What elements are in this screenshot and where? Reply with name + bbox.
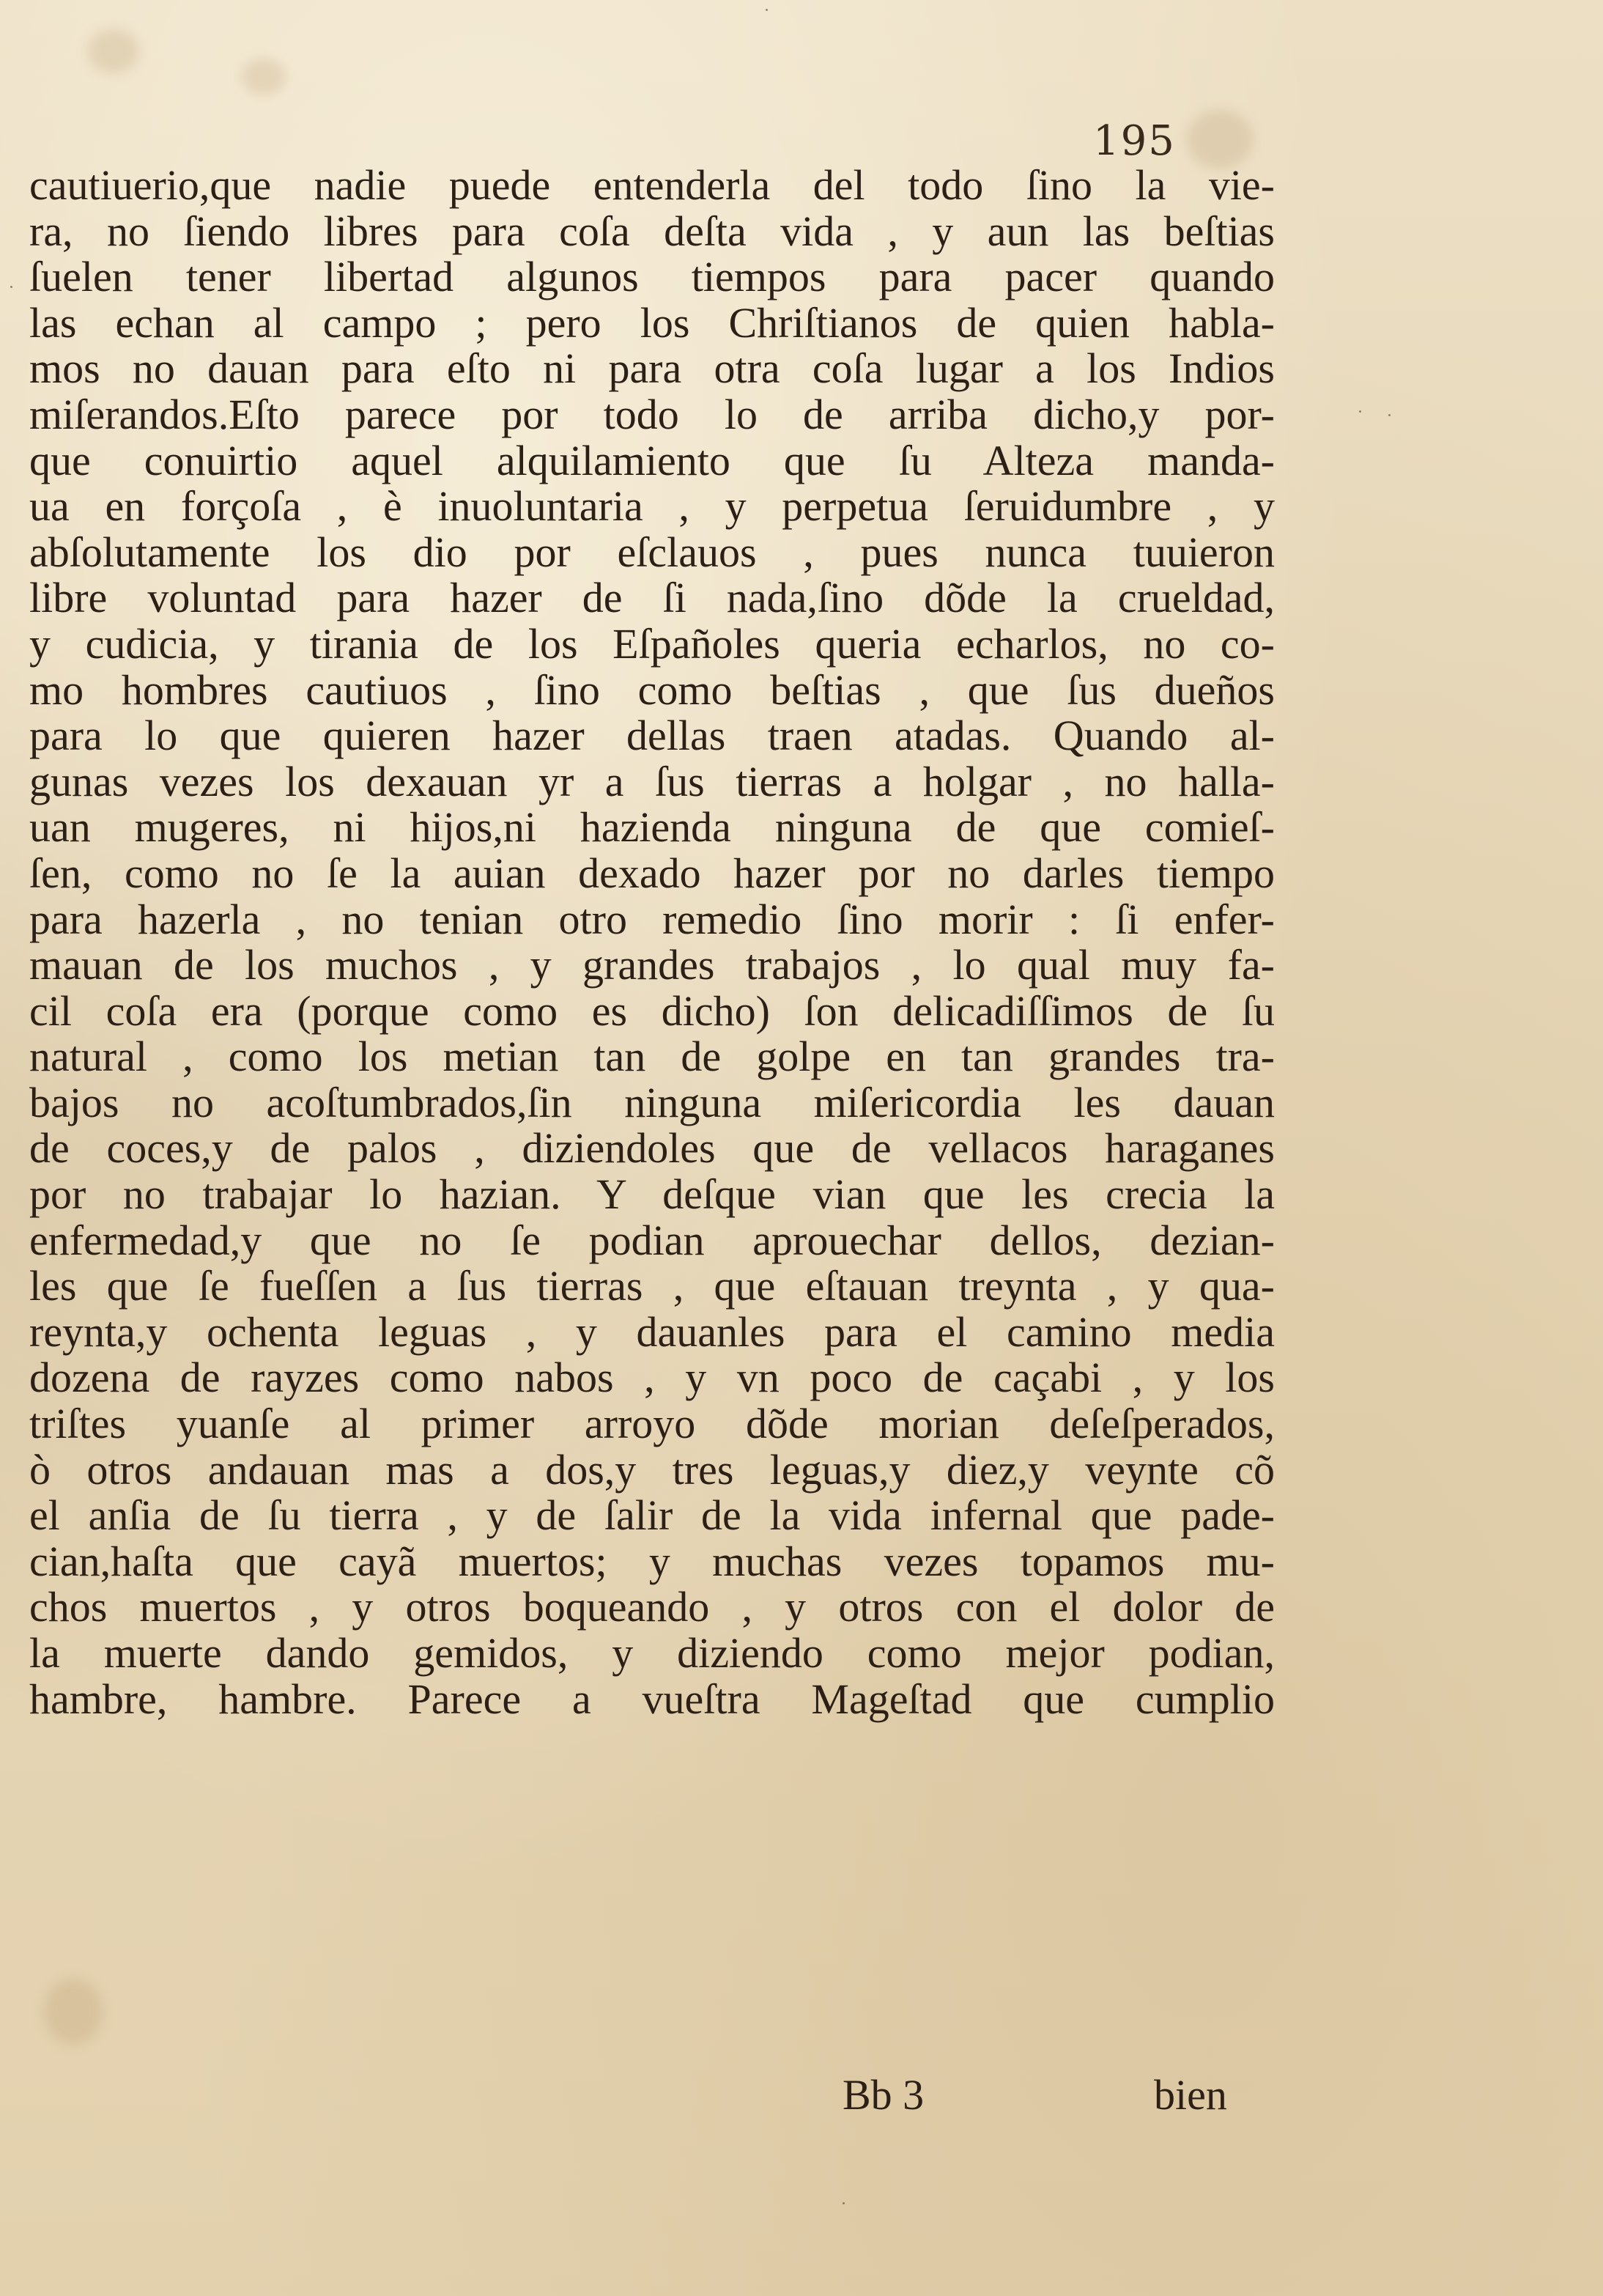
text-line: libre voluntad para hazer de ſi nada,ſino dõde la crueldad, <box>29 574 1275 622</box>
text-line: les que ſe fueſſen a ſus tierras , que eſtauan treynta , y qua- <box>29 1262 1275 1310</box>
text-line: por no trabajar lo hazian. Y deſque vian que les crecia la <box>29 1170 1275 1219</box>
text-line: hambre, hambre. Parece a vueſtra Mageſtad que cumplio <box>29 1675 1275 1723</box>
text-line: para hazerla , no tenian otro remedio ſino morir : ſi enfer- <box>29 895 1275 943</box>
text-line: cil coſa era (porque como es dicho) ſon delicadiſſimos de ſu <box>29 986 1275 1035</box>
signature-mark: Bb 3 <box>843 2071 925 2119</box>
paper-speck <box>1359 410 1361 413</box>
text-line: reynta,y ochenta leguas , y dauanles para el camino media <box>29 1307 1275 1356</box>
text-line: cautiuerio,que nadie puede entenderla del todo ſino la vie- <box>29 161 1275 209</box>
text-line: ſen, como no ſe la auian dexado hazer por no darles tiempo <box>29 849 1275 897</box>
page-number: 195 <box>1093 117 1176 165</box>
paper-speck <box>1388 414 1391 416</box>
foxing-stain <box>242 59 286 95</box>
text-line: enfermedad,y que no ſe podian aprouechar dellos, dezian- <box>29 1216 1275 1264</box>
paper-speck <box>843 2202 845 2204</box>
text-line: chos muertos , y otros boqueando , y otros con el dolor de <box>29 1583 1275 1631</box>
text-line: que conuirtio aquel alquilamiento que ſu Alteza manda- <box>29 436 1275 484</box>
text-line: miſerandos.Eſto parece por todo lo de arriba dicho,y por- <box>29 390 1275 438</box>
text-line: para lo que quieren hazer dellas traen atadas. Quando al- <box>29 712 1275 760</box>
foxing-stain <box>88 29 139 73</box>
text-line: cian,haſta que cayã muertos; y muchas vezes topamos mu- <box>29 1537 1275 1585</box>
text-line: bajos no acoſtumbrados,ſin ninguna miſericordia les dauan <box>29 1078 1275 1126</box>
text-line: gunas vezes los dexauan yr a ſus tierras a holgar , no halla- <box>29 757 1275 805</box>
body-text <box>29 163 1275 1722</box>
paper-speck <box>10 286 12 288</box>
text-line: y cudicia, y tirania de los Eſpañoles queria echarlos, no co- <box>29 619 1275 668</box>
paper-speck <box>766 9 768 11</box>
foxing-stain <box>44 1979 103 2045</box>
text-line: mo hombres cautiuos , ſino como beſtias , que ſus dueños <box>29 665 1275 714</box>
text-line: de coces,y de palos , diziendoles que de vellacos haraganes <box>29 1124 1275 1173</box>
catchword: bien <box>1154 2071 1227 2119</box>
text-line: el anſia de ſu tierra , y de ſalir de la vida infernal que pade- <box>29 1491 1275 1540</box>
text-line: mauan de los muchos , y grandes trabajos , lo qual muy fa- <box>29 941 1275 989</box>
text-line: las echan al campo ; pero los Chriſtianos de quien habla- <box>29 298 1275 347</box>
text-line: triſtes yuanſe al primer arroyo dõde morian deſeſperados, <box>29 1400 1275 1448</box>
text-line: natural , como los metian tan de golpe en tan grandes tra- <box>29 1033 1275 1081</box>
text-line: ua en forçoſa , è inuoluntaria , y perpetua ſeruidumbre , y <box>29 482 1275 531</box>
text-line: dozena de rayzes como nabos , y vn poco de caçabi , y los <box>29 1354 1275 1402</box>
text-line: ò otros andauan mas a dos,y tres leguas,y diez,y veynte cõ <box>29 1445 1275 1494</box>
text-line: abſolutamente los dio por eſclauos , pues nunca tuuieron <box>29 528 1275 576</box>
text-line: uan mugeres, ni hijos,ni hazienda ninguna de que comieſ- <box>29 803 1275 852</box>
text-line: la muerte dando gemidos, y diziendo como mejor podian, <box>29 1629 1275 1677</box>
text-line: ra, no ſiendo libres para coſa deſta vida , y aun las beſtias <box>29 207 1275 255</box>
foxing-stain <box>1187 110 1253 169</box>
text-line: mos no dauan para eſto ni para otra coſa lugar a los Indios <box>29 344 1275 393</box>
text-line: ſuelen tener libertad algunos tiempos para pacer quando <box>29 253 1275 301</box>
